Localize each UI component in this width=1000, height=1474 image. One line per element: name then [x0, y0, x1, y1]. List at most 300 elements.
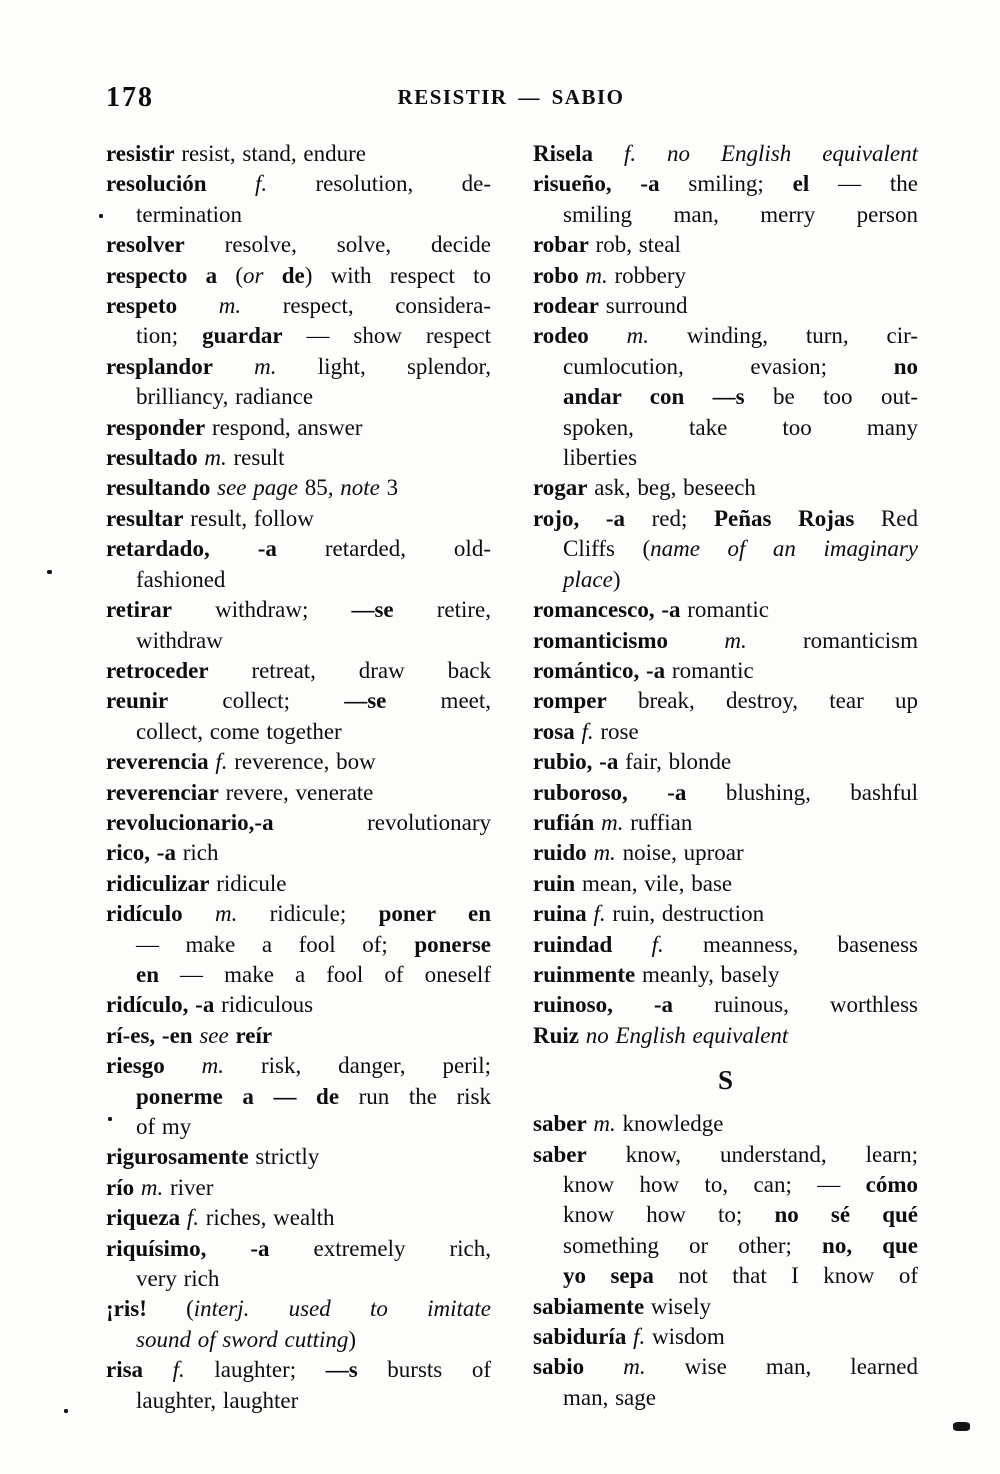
- headword-or-bold-text: ridículo: [106, 901, 183, 927]
- headword-or-bold-text: sabiamente: [533, 1293, 645, 1319]
- headword-or-bold-text: risueño, -a: [533, 171, 660, 197]
- dictionary-entry: [106, 1173, 491, 1203]
- dictionary-entry: [106, 261, 491, 291]
- headword-or-bold-text: retardado, -a: [106, 536, 277, 562]
- headword-or-bold-text: Ruiz: [533, 1022, 579, 1048]
- entry-line: [106, 261, 491, 291]
- dictionary-entry: [106, 1021, 491, 1051]
- plain-text: result, follow: [183, 505, 314, 531]
- headword-or-bold-text: rigurosamente: [106, 1144, 249, 1170]
- entry-line: [533, 717, 918, 747]
- entry-line: [533, 990, 918, 1020]
- plain-text: laughter, laughter: [136, 1387, 299, 1413]
- plain-text: resolve, solve, decide: [184, 232, 491, 258]
- headword-or-bold-text: ruina: [533, 901, 587, 927]
- italic-text: m.: [586, 1111, 616, 1137]
- dictionary-entry: [106, 504, 491, 534]
- entry-line: [533, 1200, 918, 1230]
- italic-text: see: [192, 1022, 236, 1048]
- italic-text: m.: [197, 445, 227, 471]
- dictionary-entry: [533, 261, 918, 291]
- print-artifact: [108, 1117, 112, 1121]
- plain-text: ruin, destruction: [605, 901, 765, 927]
- plain-text: rob, steal: [588, 232, 681, 258]
- entry-line: [106, 1142, 491, 1172]
- plain-text: ridicule;: [237, 901, 379, 927]
- dictionary-entry: [106, 778, 491, 808]
- entry-line: [106, 930, 491, 960]
- entry-line: [533, 291, 918, 321]
- running-header: [106, 82, 916, 114]
- entry-line: [533, 1231, 918, 1261]
- headword-or-bold-text: retirar: [106, 597, 172, 623]
- headword-or-bold-text: riesgo: [106, 1053, 165, 1079]
- italic-text: m.: [164, 1053, 225, 1079]
- entry-line: [533, 1292, 918, 1322]
- dictionary-entry: [533, 1021, 918, 1051]
- dictionary-entry: [533, 595, 918, 625]
- headword-or-bold-text: Risela: [533, 141, 594, 166]
- plain-text: break, destroy, tear up: [606, 688, 918, 714]
- plain-text: — the: [809, 171, 918, 197]
- headword-or-bold-text: risa: [106, 1357, 144, 1383]
- italic-text: f.: [143, 1357, 185, 1383]
- right-column: [533, 139, 918, 1416]
- entry-line: [533, 230, 918, 260]
- italic-text: , note: [327, 475, 387, 501]
- dictionary-entry: [533, 899, 918, 929]
- italic-text: see page: [210, 475, 305, 501]
- entry-line: [533, 778, 918, 808]
- dictionary-entry: [106, 1203, 491, 1233]
- entry-line: [533, 534, 918, 564]
- italic-text: m.: [594, 809, 624, 835]
- plain-text: meanly, basely: [635, 961, 780, 987]
- dictionary-entry: [106, 656, 491, 686]
- entry-line: [106, 1355, 491, 1385]
- headword-or-bold-text: —se: [344, 688, 387, 714]
- headword-or-bold-text: reunir: [106, 688, 169, 714]
- dictionary-entry: [533, 656, 918, 686]
- italic-text: f.: [586, 901, 606, 927]
- dictionary-entry: [106, 443, 491, 473]
- headword-or-bold-text: rogar: [533, 475, 588, 501]
- print-artifact: [47, 570, 52, 574]
- plain-text: light, splendor,: [276, 353, 491, 379]
- plain-text: strictly: [248, 1144, 320, 1170]
- plain-text: Red: [854, 505, 918, 531]
- headword-or-bold-text: no: [893, 353, 918, 379]
- dictionary-entry: [533, 838, 918, 868]
- plain-text: 3: [386, 475, 399, 501]
- plain-text: laughter;: [184, 1357, 326, 1383]
- headword-or-bold-text: andar con —s: [563, 384, 745, 410]
- plain-text: not that I know of: [653, 1263, 919, 1289]
- plain-text: resist, stand, endure: [174, 141, 366, 166]
- plain-text: fair, blonde: [618, 749, 732, 775]
- dictionary-entry: [533, 808, 918, 838]
- entry-line: [533, 1109, 918, 1139]
- entry-line: [106, 626, 491, 656]
- entry-line: [106, 1325, 491, 1355]
- headword-or-bold-text: rodear: [533, 293, 600, 319]
- headword-or-bold-text: romancesco, -a: [533, 597, 681, 623]
- headword-or-bold-text: rico, -a: [106, 840, 176, 866]
- dictionary-entry: [533, 960, 918, 990]
- plain-text: (: [217, 262, 243, 288]
- plain-text: river: [163, 1174, 214, 1200]
- entry-line: [533, 1383, 918, 1413]
- entry-line: [533, 838, 918, 868]
- dictionary-entry: [106, 291, 491, 352]
- headword-or-bold-text: ponerse: [414, 931, 491, 957]
- italic-text: name of an imaginary: [650, 536, 918, 562]
- entry-line: [106, 169, 491, 199]
- headword-or-bold-text: romántico, -a: [533, 657, 666, 683]
- plain-text: know how to, can; —: [563, 1172, 866, 1197]
- plain-text: liberties: [563, 445, 638, 471]
- italic-text: m.: [177, 293, 242, 319]
- plain-text: ): [348, 1326, 357, 1352]
- plain-text: retreat, draw back: [208, 657, 491, 683]
- dictionary-entry: [533, 778, 918, 808]
- entry-line: [106, 413, 491, 443]
- entry-line: [533, 443, 918, 473]
- entry-line: [106, 139, 491, 169]
- headword-or-bold-text: respeto: [106, 293, 178, 319]
- headword-or-bold-text: rosa: [533, 718, 575, 744]
- plain-text: romanticism: [746, 627, 918, 653]
- plain-text: knowledge: [615, 1111, 724, 1137]
- headword-or-bold-text: no sé qué: [774, 1202, 918, 1228]
- plain-text: romantic: [680, 597, 769, 623]
- entry-line: [106, 747, 491, 777]
- headword-or-bold-text: reverencia: [106, 749, 209, 775]
- italic-text: f.: [208, 749, 228, 775]
- headword-or-bold-text: ruboroso, -a: [533, 779, 687, 805]
- dictionary-entry: [106, 1355, 491, 1416]
- headword-or-bold-text: ruido: [533, 840, 587, 866]
- headword-or-bold-text: resultando: [106, 475, 211, 501]
- entry-line: [106, 717, 491, 747]
- dictionary-entry: [533, 930, 918, 960]
- italic-text: m.: [588, 323, 650, 349]
- plain-text: romantic: [665, 657, 754, 683]
- entry-line: [533, 473, 918, 503]
- dictionary-entry: [106, 899, 491, 990]
- headword-or-bold-text: ridiculizar: [106, 870, 210, 896]
- dictionary-entry: [106, 838, 491, 868]
- entry-line: [106, 1112, 491, 1142]
- italic-text: m.: [586, 840, 616, 866]
- headword-or-bold-text: yo sepa: [563, 1263, 654, 1289]
- plain-text: retire,: [393, 597, 491, 623]
- plain-text: ruinous, worthless: [673, 992, 918, 1018]
- entry-line: [106, 1173, 491, 1203]
- dictionary-entry: [106, 230, 491, 260]
- plain-text: surround: [599, 293, 688, 319]
- entry-line: [106, 200, 491, 230]
- plain-text: smiling man, merry person: [563, 201, 918, 227]
- plain-text: resolution, de-: [267, 171, 491, 197]
- entry-line: [106, 230, 491, 260]
- headword-or-bold-text: retroceder: [106, 657, 209, 683]
- plain-text: extremely rich,: [269, 1235, 491, 1261]
- plain-text: result: [226, 445, 285, 471]
- entry-line: [533, 808, 918, 838]
- plain-text: respond, answer: [205, 414, 363, 440]
- left-column: [106, 139, 491, 1416]
- entry-line: [106, 686, 491, 716]
- italic-text: m.: [134, 1174, 164, 1200]
- entry-line: [106, 1082, 491, 1112]
- headword-or-bold-text: ¡ris!: [106, 1296, 147, 1322]
- dictionary-entry: [106, 1051, 491, 1142]
- headword-or-bold-text: —se: [351, 597, 394, 623]
- plain-text: of my: [136, 1114, 192, 1139]
- italic-text: f.: [626, 1324, 646, 1350]
- plain-text: be too out-: [744, 384, 918, 410]
- italic-text: or: [242, 262, 264, 288]
- italic-text: no English equivalent: [579, 1022, 789, 1048]
- entry-line: [533, 869, 918, 899]
- headword-or-bold-text: rufián: [533, 809, 595, 835]
- headword-or-bold-text: saber: [533, 1141, 587, 1167]
- headword-or-bold-text: ruinmente: [533, 961, 636, 987]
- headword-or-bold-text: rubio, -a: [533, 749, 619, 775]
- plain-text: 85: [304, 475, 328, 501]
- entry-line: [533, 656, 918, 686]
- dictionary-entry: [533, 1292, 918, 1322]
- entry-line: [106, 990, 491, 1020]
- plain-text: [263, 263, 281, 288]
- plain-text: brilliancy, radiance: [136, 384, 314, 410]
- headword-or-bold-text: no, que: [822, 1232, 918, 1258]
- entry-line: [106, 1294, 491, 1324]
- plain-text: mean, vile, base: [575, 870, 733, 896]
- dictionary-entry: [533, 717, 918, 747]
- dictionary-entry: [533, 869, 918, 899]
- dictionary-entry: [106, 473, 491, 503]
- dictionary-entry: [106, 869, 491, 899]
- entry-line: [533, 565, 918, 595]
- entry-line: [533, 321, 918, 351]
- entry-line: [106, 443, 491, 473]
- headword-or-bold-text: reverenciar: [106, 779, 219, 805]
- entry-line: [106, 565, 491, 595]
- italic-text: f.: [206, 171, 268, 197]
- dictionary-entry: [106, 747, 491, 777]
- headword-or-bold-text: riquísimo, -a: [106, 1235, 270, 1261]
- entry-line: [106, 321, 491, 351]
- entry-line: [533, 1140, 918, 1170]
- headword-or-bold-text: sabiduría: [533, 1324, 627, 1350]
- plain-text: ask, beg, beseech: [587, 475, 756, 501]
- headword-or-bold-text: en: [136, 961, 159, 987]
- plain-text: wise man, learned: [645, 1354, 918, 1380]
- italic-text: interj. used to imitate: [193, 1296, 491, 1322]
- dictionary-entry: [106, 352, 491, 413]
- headword-or-bold-text: saber: [533, 1111, 587, 1137]
- entry-line: [533, 1170, 918, 1200]
- italic-text: m.: [584, 1354, 646, 1380]
- headword-or-bold-text: resultar: [106, 505, 184, 531]
- dictionary-entry: [106, 139, 491, 169]
- entry-line: [533, 899, 918, 929]
- dictionary-entry: [533, 990, 918, 1020]
- dictionary-entry: [106, 169, 491, 230]
- headword-or-bold-text: rodeo: [533, 323, 589, 349]
- plain-text: wisdom: [645, 1324, 725, 1350]
- dictionary-entry: [106, 990, 491, 1020]
- entry-line: [533, 261, 918, 291]
- entry-line: [533, 595, 918, 625]
- headword-or-bold-text: poner en: [378, 901, 491, 927]
- plain-text: revolutionary: [273, 809, 491, 835]
- entry-line: [533, 169, 918, 199]
- dictionary-entry: [533, 504, 918, 595]
- italic-text: f. no English equivalent: [593, 141, 918, 166]
- headword-or-bold-text: resplandor: [106, 353, 213, 379]
- plain-text: retarded, old-: [276, 536, 491, 562]
- italic-text: m.: [668, 627, 747, 653]
- dictionary-entry: [533, 1109, 918, 1139]
- definitions-area: [106, 139, 918, 1416]
- dictionary-entry: [106, 413, 491, 443]
- italic-text: m.: [212, 353, 277, 379]
- headword-or-bold-text: ruinoso, -a: [533, 992, 674, 1018]
- entry-line: [106, 656, 491, 686]
- dictionary-entry: [533, 1322, 918, 1352]
- plain-text: blushing, bashful: [686, 779, 918, 805]
- plain-text: rich: [175, 840, 219, 866]
- entry-line: [533, 747, 918, 777]
- entry-line: [106, 1386, 491, 1416]
- plain-text: cumlocution, evasion;: [563, 353, 894, 379]
- dictionary-entry: [533, 169, 918, 230]
- print-artifact: [64, 1409, 68, 1413]
- dictionary-entry: [533, 1140, 918, 1292]
- plain-text: know, understand, learn;: [586, 1141, 918, 1167]
- plain-text: Cliffs (: [563, 536, 651, 562]
- entry-line: [106, 291, 491, 321]
- plain-text: collect;: [168, 688, 345, 714]
- plain-text: risk, danger, peril;: [224, 1053, 491, 1079]
- plain-text: ridiculous: [214, 992, 314, 1018]
- headword-or-bold-text: resistir: [106, 141, 175, 166]
- plain-text: fashioned: [136, 566, 226, 592]
- plain-text: — make a fool of;: [136, 931, 415, 957]
- dictionary-entry: [533, 291, 918, 321]
- entry-line: [106, 504, 491, 534]
- plain-text: robbery: [607, 262, 686, 288]
- plain-text: run the risk: [339, 1083, 492, 1109]
- italic-text: m.: [578, 262, 608, 288]
- dictionary-entry: [106, 534, 491, 595]
- headword-or-bold-text: reír: [235, 1022, 273, 1048]
- dictionary-entry: [106, 1142, 491, 1172]
- entry-line: [106, 382, 491, 412]
- plain-text: meet,: [386, 688, 492, 714]
- italic-text: f.: [574, 718, 594, 744]
- plain-text: — make a fool of oneself: [159, 961, 491, 987]
- headword-or-bold-text: guardar: [202, 323, 283, 349]
- plain-text: withdraw;: [171, 597, 352, 623]
- plain-text: something or other;: [563, 1232, 823, 1258]
- italic-text: sound of sword cutting: [136, 1326, 349, 1352]
- plain-text: red;: [624, 505, 714, 531]
- plain-text: collect, come together: [136, 718, 342, 744]
- entry-line: [533, 352, 918, 382]
- italic-text: m.: [182, 901, 238, 927]
- entry-line: [533, 626, 918, 656]
- plain-text: ) with respect to: [304, 262, 491, 288]
- dictionary-entry: [106, 808, 491, 838]
- dictionary-entry: [533, 626, 918, 656]
- headword-or-bold-text: ridículo, -a: [106, 992, 215, 1018]
- dictionary-entry: [533, 321, 918, 473]
- headword-or-bold-text: romanticismo: [533, 627, 669, 653]
- headword-or-bold-text: riqueza: [106, 1205, 181, 1231]
- headword-or-bold-text: revolucionario,-a: [106, 809, 274, 835]
- print-artifact: [953, 1422, 970, 1431]
- headword-or-bold-text: rojo, -a: [533, 505, 625, 531]
- headword-or-bold-text: de: [281, 262, 305, 288]
- entry-line: [533, 139, 918, 169]
- plain-text: tion;: [136, 323, 203, 349]
- headword-or-bold-text: cómo: [865, 1172, 918, 1197]
- plain-text: — show respect: [282, 323, 492, 349]
- headword-or-bold-text: ruindad: [533, 931, 613, 957]
- entry-line: [533, 200, 918, 230]
- plain-text: rose: [593, 718, 639, 744]
- entry-line: [106, 534, 491, 564]
- plain-text: revere, venerate: [218, 779, 374, 805]
- running-title: RESISTIR — SABIO: [397, 85, 625, 109]
- entry-line: [106, 595, 491, 625]
- entry-line: [106, 473, 491, 503]
- entry-line: [533, 413, 918, 443]
- plain-text: wisely: [644, 1293, 711, 1319]
- plain-text: ): [612, 566, 621, 592]
- entry-line: [106, 352, 491, 382]
- dictionary-entry: [106, 1294, 491, 1355]
- entry-line: [106, 1021, 491, 1051]
- plain-text: bursts of: [357, 1357, 491, 1383]
- dictionary-entry: [533, 686, 918, 716]
- entry-line: [533, 1261, 918, 1291]
- headword-or-bold-text: el: [792, 171, 810, 197]
- headword-or-bold-text: romper: [533, 688, 607, 714]
- entry-line: [106, 869, 491, 899]
- plain-text: withdraw: [136, 627, 223, 653]
- entry-line: [533, 686, 918, 716]
- headword-or-bold-text: sabio: [533, 1354, 585, 1380]
- entry-line: [106, 899, 491, 929]
- headword-or-bold-text: resolución: [106, 171, 207, 197]
- page-number: 178: [106, 82, 154, 113]
- plain-text: very rich: [136, 1266, 220, 1292]
- plain-text: termination: [136, 201, 243, 227]
- headword-or-bold-text: ponerme a — de: [136, 1083, 340, 1109]
- dictionary-entry: [106, 686, 491, 747]
- plain-text: know how to;: [563, 1202, 775, 1228]
- plain-text: man, sage: [563, 1384, 656, 1410]
- headword-or-bold-text: respecto a: [106, 262, 218, 288]
- plain-text: smiling;: [659, 171, 793, 197]
- headword-or-bold-text: —s: [325, 1357, 358, 1383]
- entry-line: [106, 808, 491, 838]
